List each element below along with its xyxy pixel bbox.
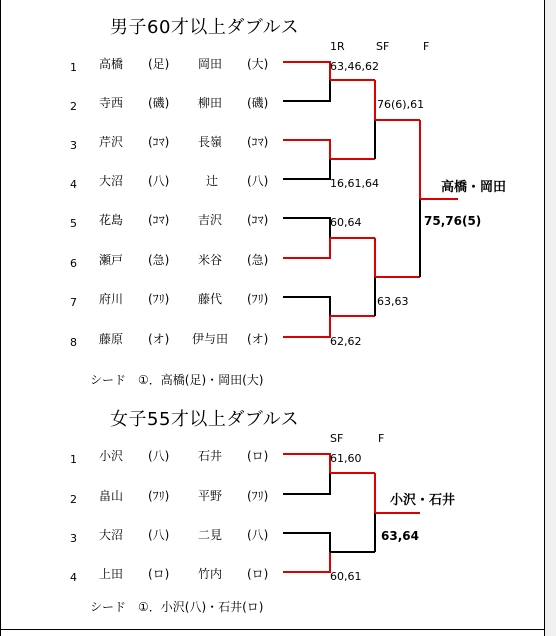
player-1-name: 花島: [99, 213, 124, 227]
men-score-r1-m3: 60,64: [330, 216, 362, 229]
player-1-name: 寺西: [99, 96, 124, 110]
entry-number: 6: [70, 257, 77, 270]
player-1-name: 藤原: [99, 332, 124, 346]
entry-number: 3: [70, 139, 77, 152]
men-round-sf: SF: [376, 40, 390, 53]
player-2-club: (大): [247, 57, 269, 71]
player-2-club: (ｺﾏ): [247, 135, 269, 149]
entry-number: 8: [70, 336, 77, 349]
men-score-r1-m1: 63,46,62: [330, 60, 379, 73]
entry-number: 1: [70, 453, 77, 466]
player-2-club: (八): [247, 174, 269, 188]
men-line-e8: [283, 316, 330, 337]
player-1-club: (ﾌﾘ): [148, 292, 170, 306]
men-line-e3: [283, 140, 330, 159]
men-score-sf-top: 76(6),61: [377, 98, 425, 111]
player-2-club: (ﾌﾘ): [247, 489, 269, 503]
women-title: 女子55才以上ダブルス: [110, 409, 300, 430]
women-round-sf: SF: [330, 432, 344, 445]
player-2-name: 長嶺: [198, 135, 223, 149]
player-2-name: 伊与田: [192, 332, 229, 346]
player-1-club: (ｺﾏ): [148, 213, 170, 227]
player-2-name: 米谷: [198, 253, 223, 267]
men-score-sf-bottom: 63,63: [377, 295, 409, 308]
entry-number: 7: [70, 296, 77, 309]
player-2-club: (急): [247, 253, 269, 267]
player-2-name: 藤代: [198, 292, 223, 306]
men-line-e1: [283, 62, 330, 80]
women-round-f: F: [378, 432, 385, 445]
player-2-name: 柳田: [198, 96, 223, 110]
player-2-name: 岡田: [198, 57, 223, 71]
entry-number: 4: [70, 571, 77, 584]
men-champion: 高橋・岡田: [441, 180, 507, 195]
player-2-name: 竹内: [198, 567, 223, 581]
entry-number: 2: [70, 493, 77, 506]
player-2-club: (ｺﾏ): [247, 213, 269, 227]
player-1-club: (八): [148, 174, 170, 188]
player-1-club: (ﾌﾘ): [148, 489, 170, 503]
player-2-name: 吉沢: [198, 213, 223, 227]
women-score-sf-bottom: 60,61: [330, 570, 362, 583]
player-2-club: (オ): [247, 332, 269, 346]
player-1-club: (八): [148, 528, 170, 542]
men-line-e6: [283, 238, 330, 258]
player-1-club: (オ): [148, 332, 170, 346]
men-round-1r: 1R: [330, 40, 345, 53]
men-round-f: F: [423, 40, 430, 53]
player-1-club: (磯): [148, 96, 170, 110]
men-line-e2: [283, 80, 330, 101]
player-1-name: 瀬戸: [99, 253, 124, 267]
player-1-club: (八): [148, 449, 170, 463]
women-score-final: 63,64: [381, 529, 419, 543]
player-2-name: 石井: [198, 449, 223, 463]
player-2-club: (ロ): [247, 567, 269, 581]
women-seed-note: シード ①．小沢(八)・石井(ロ): [90, 600, 264, 614]
men-seed-note: シード ①．高橋(足)・岡田(大): [90, 373, 264, 387]
women-champion: 小沢・石井: [390, 493, 456, 508]
men-line-e4: [283, 159, 330, 179]
player-1-name: 上田: [99, 567, 124, 581]
player-1-club: (ロ): [148, 567, 170, 581]
player-2-name: 平野: [198, 489, 223, 503]
entry-number: 3: [70, 532, 77, 545]
men-score-final: 75,76(5): [424, 214, 482, 228]
entry-number: 5: [70, 217, 77, 230]
men-line-e7: [283, 297, 330, 316]
player-1-name: 府川: [99, 292, 124, 306]
men-title: 男子60才以上ダブルス: [110, 17, 300, 38]
player-1-club: (急): [148, 253, 170, 267]
player-1-name: 畠山: [99, 489, 124, 503]
player-2-club: (ロ): [247, 449, 269, 463]
men-score-r1-m4: 62,62: [330, 335, 362, 348]
women-line-e2: [283, 473, 330, 494]
men-score-r1-m2: 16,61,64: [330, 177, 379, 190]
women-score-sf-top: 61,60: [330, 452, 362, 465]
player-2-club: (ﾌﾘ): [247, 292, 269, 306]
entry-number: 1: [70, 61, 77, 74]
player-1-name: 芹沢: [99, 135, 124, 149]
men-line-e5: [283, 218, 330, 238]
entry-number: 2: [70, 100, 77, 113]
player-2-name: 二見: [198, 528, 223, 542]
player-2-club: (磯): [247, 96, 269, 110]
player-2-club: (八): [247, 528, 269, 542]
entry-number: 4: [70, 178, 77, 191]
player-1-name: 高橋: [99, 57, 124, 71]
player-1-name: 大沼: [99, 528, 124, 542]
player-1-name: 小沢: [99, 449, 124, 463]
women-line-e4: [283, 552, 330, 572]
women-line-e3: [283, 533, 330, 552]
women-line-e1: [283, 454, 330, 473]
player-2-name: 辻: [206, 174, 219, 188]
player-1-club: (ｺﾏ): [148, 135, 170, 149]
player-1-club: (足): [148, 57, 170, 71]
player-1-name: 大沼: [99, 174, 124, 188]
